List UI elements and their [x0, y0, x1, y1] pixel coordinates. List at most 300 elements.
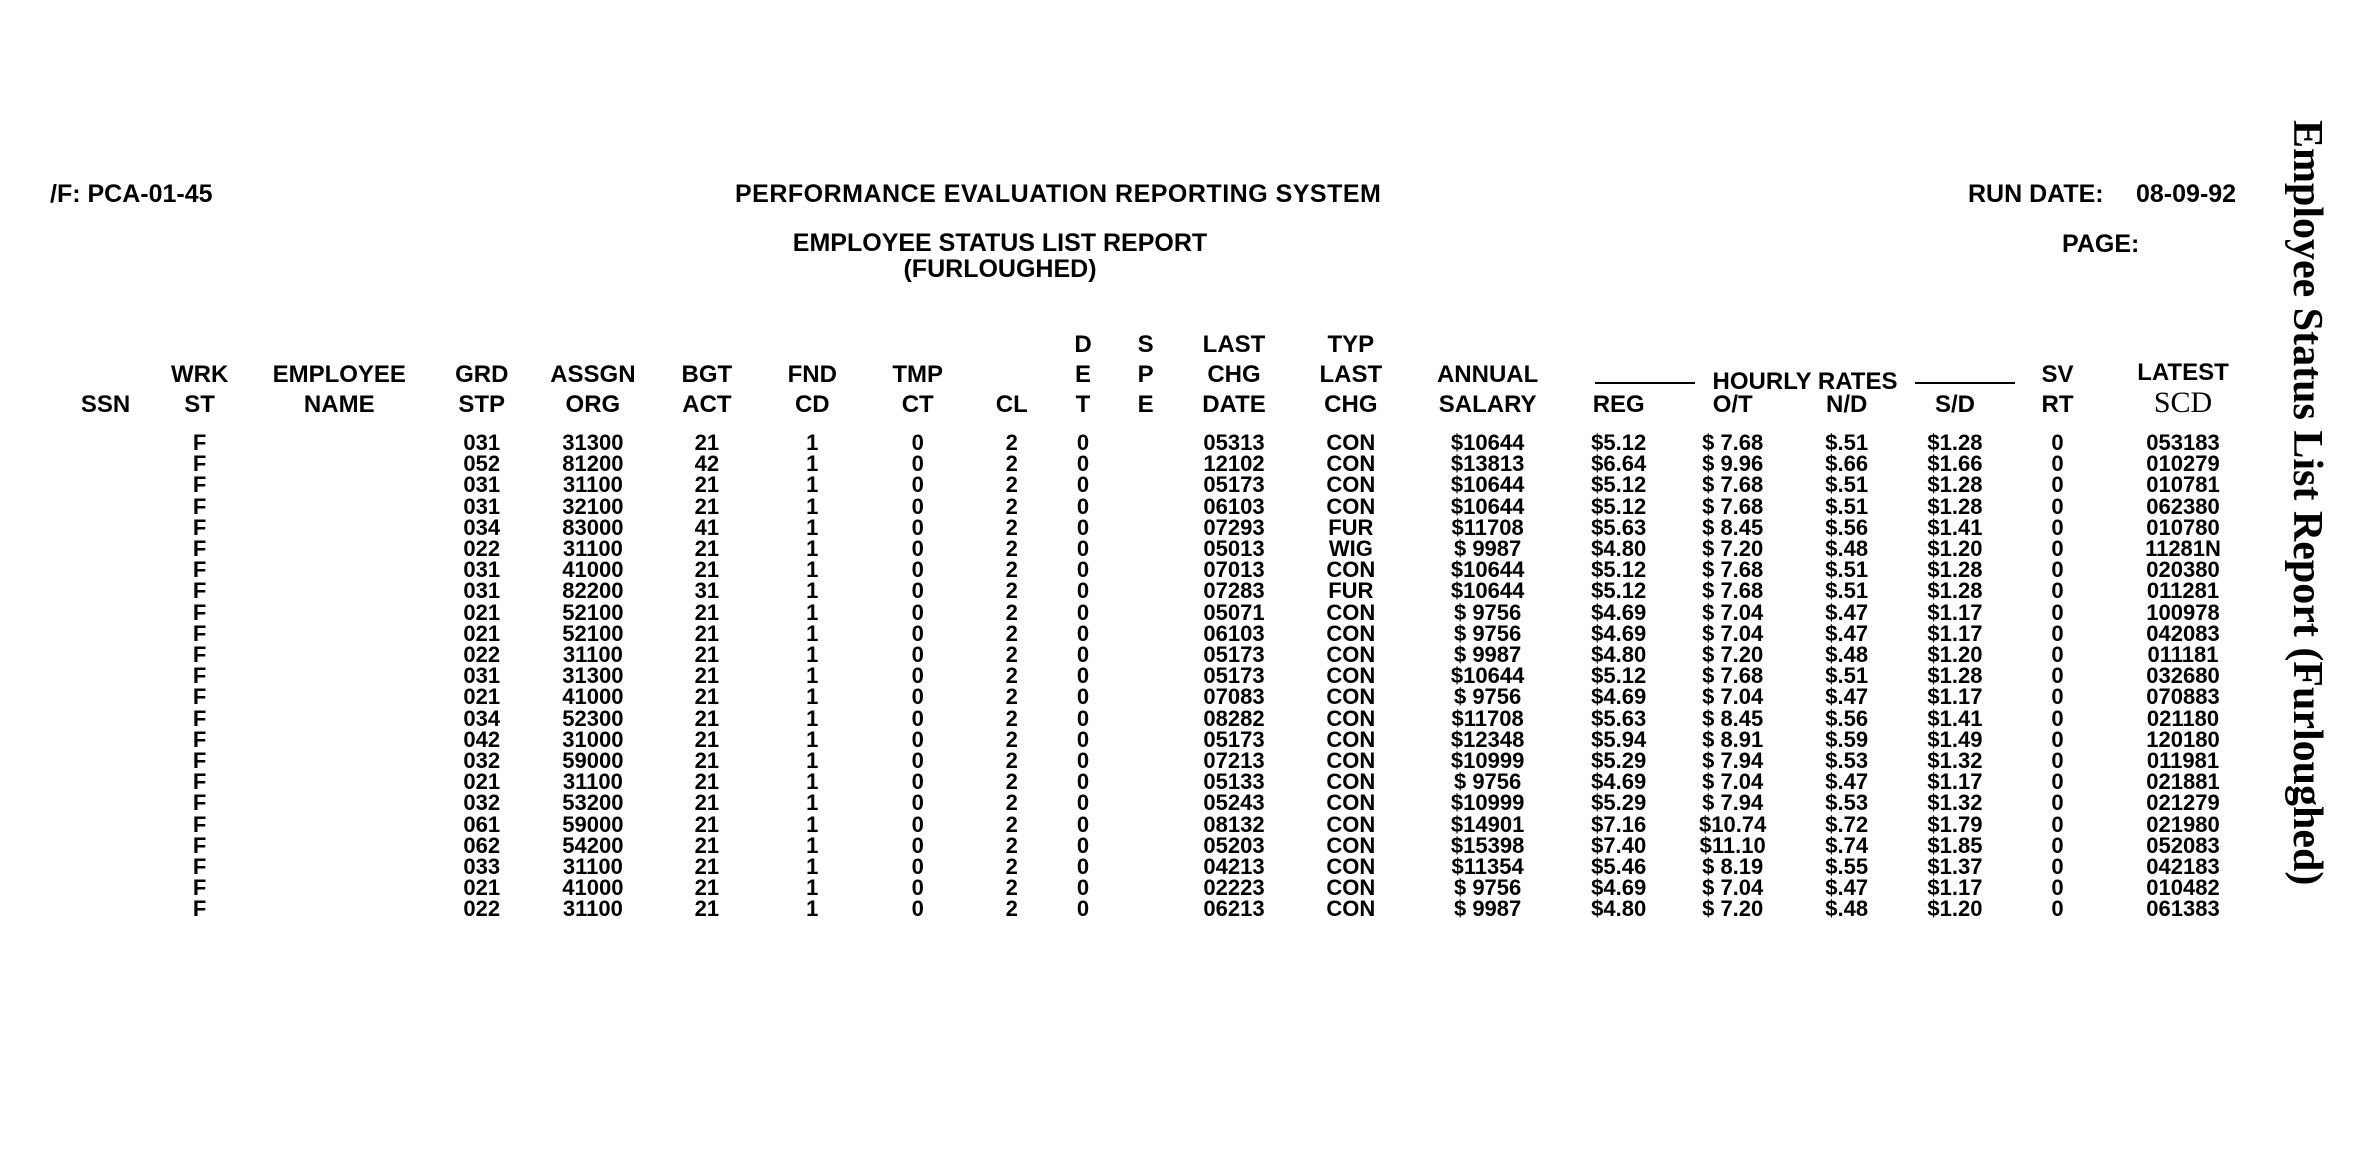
cell-typ-last-chg: CON: [1326, 854, 1376, 880]
cell-typ-last-chg: CON: [1326, 748, 1376, 774]
cell-nd: $.51: [1825, 472, 1869, 498]
cell-last-chg-date: 05173: [1203, 663, 1265, 689]
cell-latest-scd: 010780: [2146, 514, 2220, 540]
cell-fnd-cd: 1: [806, 620, 819, 646]
cell-bgt-act: 21: [694, 493, 720, 519]
cell-annual-salary: $10644: [1450, 557, 1525, 583]
cell-sv-rt: 0: [2051, 726, 2064, 752]
cell-spe: [1114, 729, 1177, 750]
cell-tmp-ct: 0: [911, 430, 924, 455]
cell-typ-last-chg: FUR: [1328, 514, 1374, 540]
cell-assgn-org: 54200: [562, 832, 624, 858]
cell-assgn-org: 31100: [562, 854, 623, 880]
cell-assgn-org: 41000: [562, 684, 624, 710]
cell-ot: $ 7.04: [1702, 620, 1764, 646]
cell-reg: $4.69: [1591, 684, 1647, 710]
cell-bgt-act: 21: [694, 684, 720, 710]
cell-reg: $4.69: [1591, 599, 1647, 625]
cell-grd-stp: 062: [463, 832, 501, 858]
cell-annual-salary: $ 9756: [1453, 769, 1522, 795]
table-row: [60, 496, 2260, 517]
table-body: [60, 432, 2260, 920]
cell-tmp-ct: 0: [911, 451, 924, 477]
cell-spe: [1114, 686, 1177, 707]
cell-wrk-st: F: [192, 514, 207, 540]
system-title: PERFORMANCE EVALUATION REPORTING SYSTEM: [735, 180, 1382, 208]
cell-wrk-st: F: [192, 493, 207, 519]
cell-wrk-st: F: [192, 557, 207, 583]
cell-fnd-cd: 1: [806, 663, 819, 689]
col-nd: N/D: [1826, 391, 1868, 418]
cell-det: 0: [1076, 430, 1090, 455]
cell-ot: $ 7.04: [1702, 769, 1764, 795]
col-latest-label: LATEST: [2137, 359, 2229, 386]
cell-employee-name: [248, 538, 430, 559]
cell-last-chg-date: 04213: [1203, 854, 1265, 880]
employee-status-table: [60, 330, 2260, 920]
cell-typ-last-chg: CON: [1326, 811, 1376, 837]
cell-spe: [1114, 432, 1177, 453]
cell-reg: $4.69: [1591, 875, 1647, 901]
cell-ot: $ 8.19: [1702, 854, 1764, 880]
cell-cl: 2: [1005, 557, 1018, 583]
cell-wrk-st: F: [192, 599, 207, 625]
cell-assgn-org: 82200: [562, 578, 624, 604]
table-header-row: [60, 330, 2260, 432]
cell-tmp-ct: 0: [911, 578, 924, 604]
cell-ot: $ 8.91: [1702, 726, 1764, 752]
cell-latest-scd: 042183: [2146, 854, 2220, 880]
cell-ssn: [60, 835, 151, 856]
table-row: [60, 474, 2260, 495]
cell-sv-rt: 0: [2051, 557, 2064, 583]
cell-grd-stp: 032: [463, 748, 501, 774]
cell-grd-stp: 034: [463, 514, 501, 540]
cell-cl: 2: [1005, 472, 1018, 498]
table-row: [60, 602, 2260, 623]
cell-wrk-st: F: [192, 620, 207, 646]
table-row: [60, 792, 2260, 813]
cell-annual-salary: $12348: [1450, 726, 1525, 752]
cell-annual-salary: $ 9756: [1453, 875, 1522, 901]
cell-annual-salary: $10999: [1450, 790, 1525, 816]
cell-reg: $5.12: [1591, 578, 1647, 604]
cell-cl: 2: [1005, 705, 1018, 731]
cell-spe: [1114, 750, 1177, 771]
cell-assgn-org: 59000: [562, 748, 624, 774]
table-row: [60, 580, 2260, 601]
cell-wrk-st: F: [192, 451, 207, 477]
col-bgt-act: BGT ACT: [681, 361, 733, 418]
cell-nd: $.48: [1825, 896, 1869, 922]
cell-sv-rt: 0: [2051, 493, 2064, 519]
cell-sd: $1.28: [1927, 663, 1983, 689]
table-row: [60, 644, 2260, 665]
cell-latest-scd: 010279: [2146, 451, 2220, 477]
cell-det: 0: [1076, 599, 1090, 625]
cell-ssn: [60, 686, 151, 707]
cell-wrk-st: F: [192, 726, 207, 752]
cell-latest-scd: 11281N: [2145, 536, 2221, 562]
cell-reg: $5.12: [1591, 430, 1647, 455]
cell-sv-rt: 0: [2051, 642, 2064, 668]
cell-det: 0: [1076, 557, 1090, 583]
cell-sv-rt: 0: [2051, 832, 2064, 858]
cell-cl: 2: [1005, 726, 1018, 752]
cell-employee-name: [248, 580, 430, 601]
cell-sv-rt: 0: [2051, 854, 2064, 880]
cell-cl: 2: [1005, 748, 1018, 774]
col-latest-scd: [2106, 330, 2260, 432]
cell-ssn: [60, 644, 151, 665]
col-spe: S P E: [1137, 331, 1154, 418]
cell-assgn-org: 81200: [562, 451, 624, 477]
cell-latest-scd: 042083: [2146, 620, 2220, 646]
cell-latest-scd: 021980: [2146, 811, 2220, 837]
cell-ssn: [60, 665, 151, 686]
cell-bgt-act: 21: [694, 769, 720, 795]
cell-grd-stp: 022: [463, 536, 501, 562]
cell-grd-stp: 031: [463, 430, 501, 455]
cell-det: 0: [1076, 514, 1090, 540]
cell-assgn-org: 31000: [562, 726, 624, 752]
cell-employee-name: [248, 856, 430, 877]
cell-latest-scd: 021180: [2146, 705, 2220, 731]
cell-typ-last-chg: CON: [1326, 875, 1376, 901]
cell-grd-stp: 033: [463, 854, 501, 880]
cell-ot: $ 8.45: [1702, 514, 1764, 540]
cell-det: 0: [1076, 493, 1090, 519]
cell-bgt-act: 41: [694, 514, 720, 540]
cell-assgn-org: 31100: [562, 769, 623, 795]
cell-sv-rt: 0: [2051, 748, 2064, 774]
cell-reg: $5.46: [1591, 854, 1647, 880]
cell-grd-stp: 031: [463, 578, 501, 604]
cell-grd-stp: 042: [463, 726, 501, 752]
cell-typ-last-chg: WIG: [1328, 536, 1373, 562]
cell-cl: 2: [1005, 451, 1018, 477]
cell-fnd-cd: 1: [806, 451, 819, 477]
cell-grd-stp: 032: [463, 790, 501, 816]
cell-latest-scd: 021881: [2146, 769, 2220, 795]
cell-grd-stp: 021: [463, 769, 501, 795]
cell-sd: $1.20: [1927, 536, 1983, 562]
cell-latest-scd: 010482: [2146, 875, 2220, 901]
cell-ssn: [60, 602, 151, 623]
cell-nd: $.48: [1825, 642, 1869, 668]
cell-reg: $7.16: [1591, 811, 1647, 837]
cell-typ-last-chg: CON: [1326, 493, 1376, 519]
cell-det: 0: [1076, 578, 1090, 604]
cell-sd: $1.79: [1927, 811, 1983, 837]
cell-cl: 2: [1005, 620, 1018, 646]
cell-sd: $1.41: [1927, 705, 1983, 731]
cell-employee-name: [248, 644, 430, 665]
cell-fnd-cd: 1: [806, 896, 819, 922]
cell-nd: $.47: [1825, 620, 1869, 646]
cell-last-chg-date: 07083: [1203, 684, 1265, 710]
cell-sv-rt: 0: [2051, 514, 2064, 540]
cell-grd-stp: 031: [463, 493, 501, 519]
cell-grd-stp: 022: [463, 896, 501, 922]
cell-sv-rt: 0: [2051, 769, 2064, 795]
cell-sd: $1.28: [1927, 493, 1983, 519]
col-reg: REG: [1592, 391, 1645, 418]
cell-annual-salary: $13813: [1450, 451, 1525, 477]
cell-assgn-org: 41000: [562, 875, 624, 901]
col-employee-name: EMPLOYEE NAME: [272, 361, 406, 418]
cell-nd: $.47: [1825, 769, 1869, 795]
table-row: [60, 623, 2260, 644]
cell-tmp-ct: 0: [911, 557, 924, 583]
cell-bgt-act: 42: [694, 451, 720, 477]
cell-fnd-cd: 1: [806, 642, 819, 668]
cell-det: 0: [1076, 896, 1090, 922]
cell-det: 0: [1076, 684, 1090, 710]
cell-wrk-st: F: [192, 811, 207, 837]
cell-assgn-org: 53200: [562, 790, 624, 816]
cell-assgn-org: 31100: [562, 472, 623, 498]
cell-grd-stp: 021: [463, 684, 501, 710]
cell-latest-scd: 011281: [2146, 578, 2220, 604]
cell-ssn: [60, 792, 151, 813]
cell-assgn-org: 52100: [562, 620, 624, 646]
cell-nd: $.51: [1825, 578, 1869, 604]
cell-last-chg-date: 05243: [1203, 790, 1265, 816]
cell-sd: $1.17: [1927, 599, 1983, 625]
page-label: PAGE:: [2062, 230, 2140, 258]
cell-det: 0: [1076, 726, 1090, 752]
col-cl: CL: [995, 391, 1028, 418]
cell-nd: $.66: [1825, 451, 1869, 477]
cell-reg: $5.29: [1591, 790, 1647, 816]
table-row: [60, 538, 2260, 559]
cell-employee-name: [248, 432, 430, 453]
cell-ot: $11.10: [1699, 832, 1766, 858]
cell-typ-last-chg: CON: [1326, 726, 1376, 752]
cell-employee-name: [248, 792, 430, 813]
cell-last-chg-date: 05071: [1203, 599, 1265, 625]
cell-grd-stp: 022: [463, 642, 501, 668]
cell-ot: $ 7.68: [1702, 493, 1764, 519]
cell-typ-last-chg: CON: [1326, 557, 1376, 583]
cell-ssn: [60, 496, 151, 517]
cell-sv-rt: 0: [2051, 790, 2064, 816]
cell-ssn: [60, 729, 151, 750]
cell-tmp-ct: 0: [911, 684, 924, 710]
cell-cl: 2: [1005, 769, 1018, 795]
table-row: [60, 877, 2260, 898]
cell-cl: 2: [1005, 578, 1018, 604]
cell-reg: $4.80: [1591, 536, 1647, 562]
cell-fnd-cd: 1: [806, 748, 819, 774]
cell-sv-rt: 0: [2051, 811, 2064, 837]
cell-sd: $1.17: [1927, 684, 1983, 710]
report-title-line2: (FURLOUGHED): [903, 255, 1097, 283]
col-ssn: SSN: [80, 391, 131, 418]
cell-det: 0: [1076, 769, 1090, 795]
cell-bgt-act: 21: [694, 430, 720, 455]
cell-spe: [1114, 898, 1177, 919]
cell-det: 0: [1076, 790, 1090, 816]
cell-grd-stp: 021: [463, 599, 501, 625]
cell-tmp-ct: 0: [911, 896, 924, 922]
cell-fnd-cd: 1: [806, 493, 819, 519]
cell-tmp-ct: 0: [911, 599, 924, 625]
cell-fnd-cd: 1: [806, 557, 819, 583]
cell-reg: $5.12: [1591, 472, 1647, 498]
cell-tmp-ct: 0: [911, 854, 924, 880]
cell-wrk-st: F: [192, 578, 207, 604]
table-row: [60, 750, 2260, 771]
cell-grd-stp: 031: [463, 663, 501, 689]
cell-typ-last-chg: CON: [1326, 451, 1376, 477]
cell-sv-rt: 0: [2051, 875, 2064, 901]
cell-assgn-org: 59000: [562, 811, 624, 837]
cell-annual-salary: $ 9756: [1453, 620, 1522, 646]
cell-spe: [1114, 856, 1177, 877]
cell-spe: [1114, 453, 1177, 474]
cell-employee-name: [248, 835, 430, 856]
cell-assgn-org: 41000: [562, 557, 624, 583]
cell-sv-rt: 0: [2051, 620, 2064, 646]
cell-fnd-cd: 1: [806, 684, 819, 710]
cell-grd-stp: 021: [463, 620, 501, 646]
col-annual-salary: ANNUAL SALARY: [1436, 361, 1539, 418]
cell-sv-rt: 0: [2051, 578, 2064, 604]
table-row: [60, 432, 2260, 453]
cell-last-chg-date: 06213: [1203, 896, 1265, 922]
col-grd-stp: GRD STP: [455, 361, 509, 418]
cell-bgt-act: 21: [694, 875, 720, 901]
cell-tmp-ct: 0: [911, 769, 924, 795]
cell-ssn: [60, 474, 151, 495]
cell-employee-name: [248, 686, 430, 707]
col-wrk-st: WRK ST: [170, 361, 229, 418]
cell-tmp-ct: 0: [911, 663, 924, 689]
cell-ot: $ 7.20: [1702, 642, 1764, 668]
cell-sv-rt: 0: [2051, 705, 2064, 731]
cell-cl: 2: [1005, 875, 1018, 901]
cell-latest-scd: 020380: [2146, 557, 2220, 583]
cell-fnd-cd: 1: [806, 430, 819, 455]
cell-tmp-ct: 0: [911, 493, 924, 519]
cell-ssn: [60, 559, 151, 580]
cell-sd: $1.49: [1927, 726, 1983, 752]
cell-fnd-cd: 1: [806, 578, 819, 604]
cell-reg: $4.80: [1591, 896, 1647, 922]
col-sd: S/D: [1934, 391, 1975, 418]
cell-bgt-act: 21: [694, 896, 720, 922]
cell-fnd-cd: 1: [806, 726, 819, 752]
cell-employee-name: [248, 771, 430, 792]
cell-nd: $.51: [1825, 663, 1869, 689]
side-title: Employee Status List Report (Furloughed): [2284, 120, 2330, 886]
table-row: [60, 729, 2260, 750]
cell-tmp-ct: 0: [911, 514, 924, 540]
cell-tmp-ct: 0: [911, 875, 924, 901]
cell-bgt-act: 21: [694, 811, 720, 837]
cell-last-chg-date: 05173: [1203, 472, 1265, 498]
cell-bgt-act: 21: [694, 620, 720, 646]
cell-typ-last-chg: CON: [1326, 896, 1376, 922]
cell-wrk-st: F: [192, 875, 207, 901]
cell-latest-scd: 032680: [2146, 663, 2220, 689]
cell-assgn-org: 52100: [562, 599, 624, 625]
cell-sd: $1.20: [1927, 896, 1983, 922]
cell-spe: [1114, 644, 1177, 665]
cell-cl: 2: [1005, 493, 1018, 519]
cell-bgt-act: 31: [694, 578, 720, 604]
cell-last-chg-date: 05173: [1203, 642, 1265, 668]
cell-ot: $10.74: [1699, 811, 1767, 837]
cell-annual-salary: $ 9987: [1453, 536, 1522, 562]
cell-wrk-st: F: [192, 536, 207, 562]
cell-spe: [1114, 665, 1177, 686]
cell-ot: $ 7.68: [1702, 472, 1764, 498]
cell-bgt-act: 21: [694, 790, 720, 816]
cell-reg: $7.40: [1591, 832, 1647, 858]
report-title-line1: EMPLOYEE STATUS LIST REPORT: [792, 229, 1208, 257]
cell-tmp-ct: 0: [911, 790, 924, 816]
cell-tmp-ct: 0: [911, 472, 924, 498]
col-scd-label: SCD: [2153, 386, 2213, 419]
table-row: [60, 686, 2260, 707]
cell-nd: $.51: [1825, 430, 1869, 455]
cell-last-chg-date: 07213: [1203, 748, 1265, 774]
cell-det: 0: [1076, 472, 1090, 498]
cell-reg: $5.63: [1591, 705, 1647, 731]
cell-latest-scd: 062380: [2146, 493, 2220, 519]
cell-employee-name: [248, 602, 430, 623]
cell-latest-scd: 070883: [2146, 684, 2220, 710]
cell-last-chg-date: 12102: [1203, 451, 1265, 477]
cell-ot: $ 9.96: [1702, 451, 1764, 477]
cell-wrk-st: F: [192, 748, 207, 774]
col-assgn-org: ASSGN ORG: [550, 361, 636, 418]
cell-assgn-org: 31300: [562, 430, 624, 455]
cell-reg: $5.94: [1591, 726, 1647, 752]
cell-latest-scd: 100978: [2146, 599, 2220, 625]
cell-last-chg-date: 05133: [1203, 769, 1265, 795]
cell-spe: [1114, 580, 1177, 601]
cell-sd: $1.28: [1927, 472, 1983, 498]
cell-typ-last-chg: CON: [1326, 684, 1376, 710]
cell-spe: [1114, 474, 1177, 495]
cell-cl: 2: [1005, 663, 1018, 689]
cell-reg: $5.12: [1591, 663, 1647, 689]
cell-annual-salary: $ 9756: [1453, 684, 1522, 710]
cell-bgt-act: 21: [694, 599, 720, 625]
cell-assgn-org: 83000: [562, 514, 624, 540]
cell-annual-salary: $ 9987: [1453, 642, 1522, 668]
cell-sd: $1.37: [1927, 854, 1983, 880]
cell-sv-rt: 0: [2051, 536, 2064, 562]
cell-tmp-ct: 0: [911, 748, 924, 774]
cell-det: 0: [1076, 832, 1090, 858]
cell-spe: [1114, 517, 1177, 538]
cell-employee-name: [248, 559, 430, 580]
cell-sd: $1.17: [1927, 875, 1983, 901]
cell-assgn-org: 52300: [562, 705, 624, 731]
cell-bgt-act: 21: [694, 472, 720, 498]
table-row: [60, 708, 2260, 729]
cell-tmp-ct: 0: [911, 536, 924, 562]
cell-wrk-st: F: [192, 832, 207, 858]
cell-ot: $ 7.04: [1702, 875, 1764, 901]
cell-assgn-org: 31300: [562, 663, 624, 689]
cell-sd: $1.28: [1927, 430, 1983, 455]
